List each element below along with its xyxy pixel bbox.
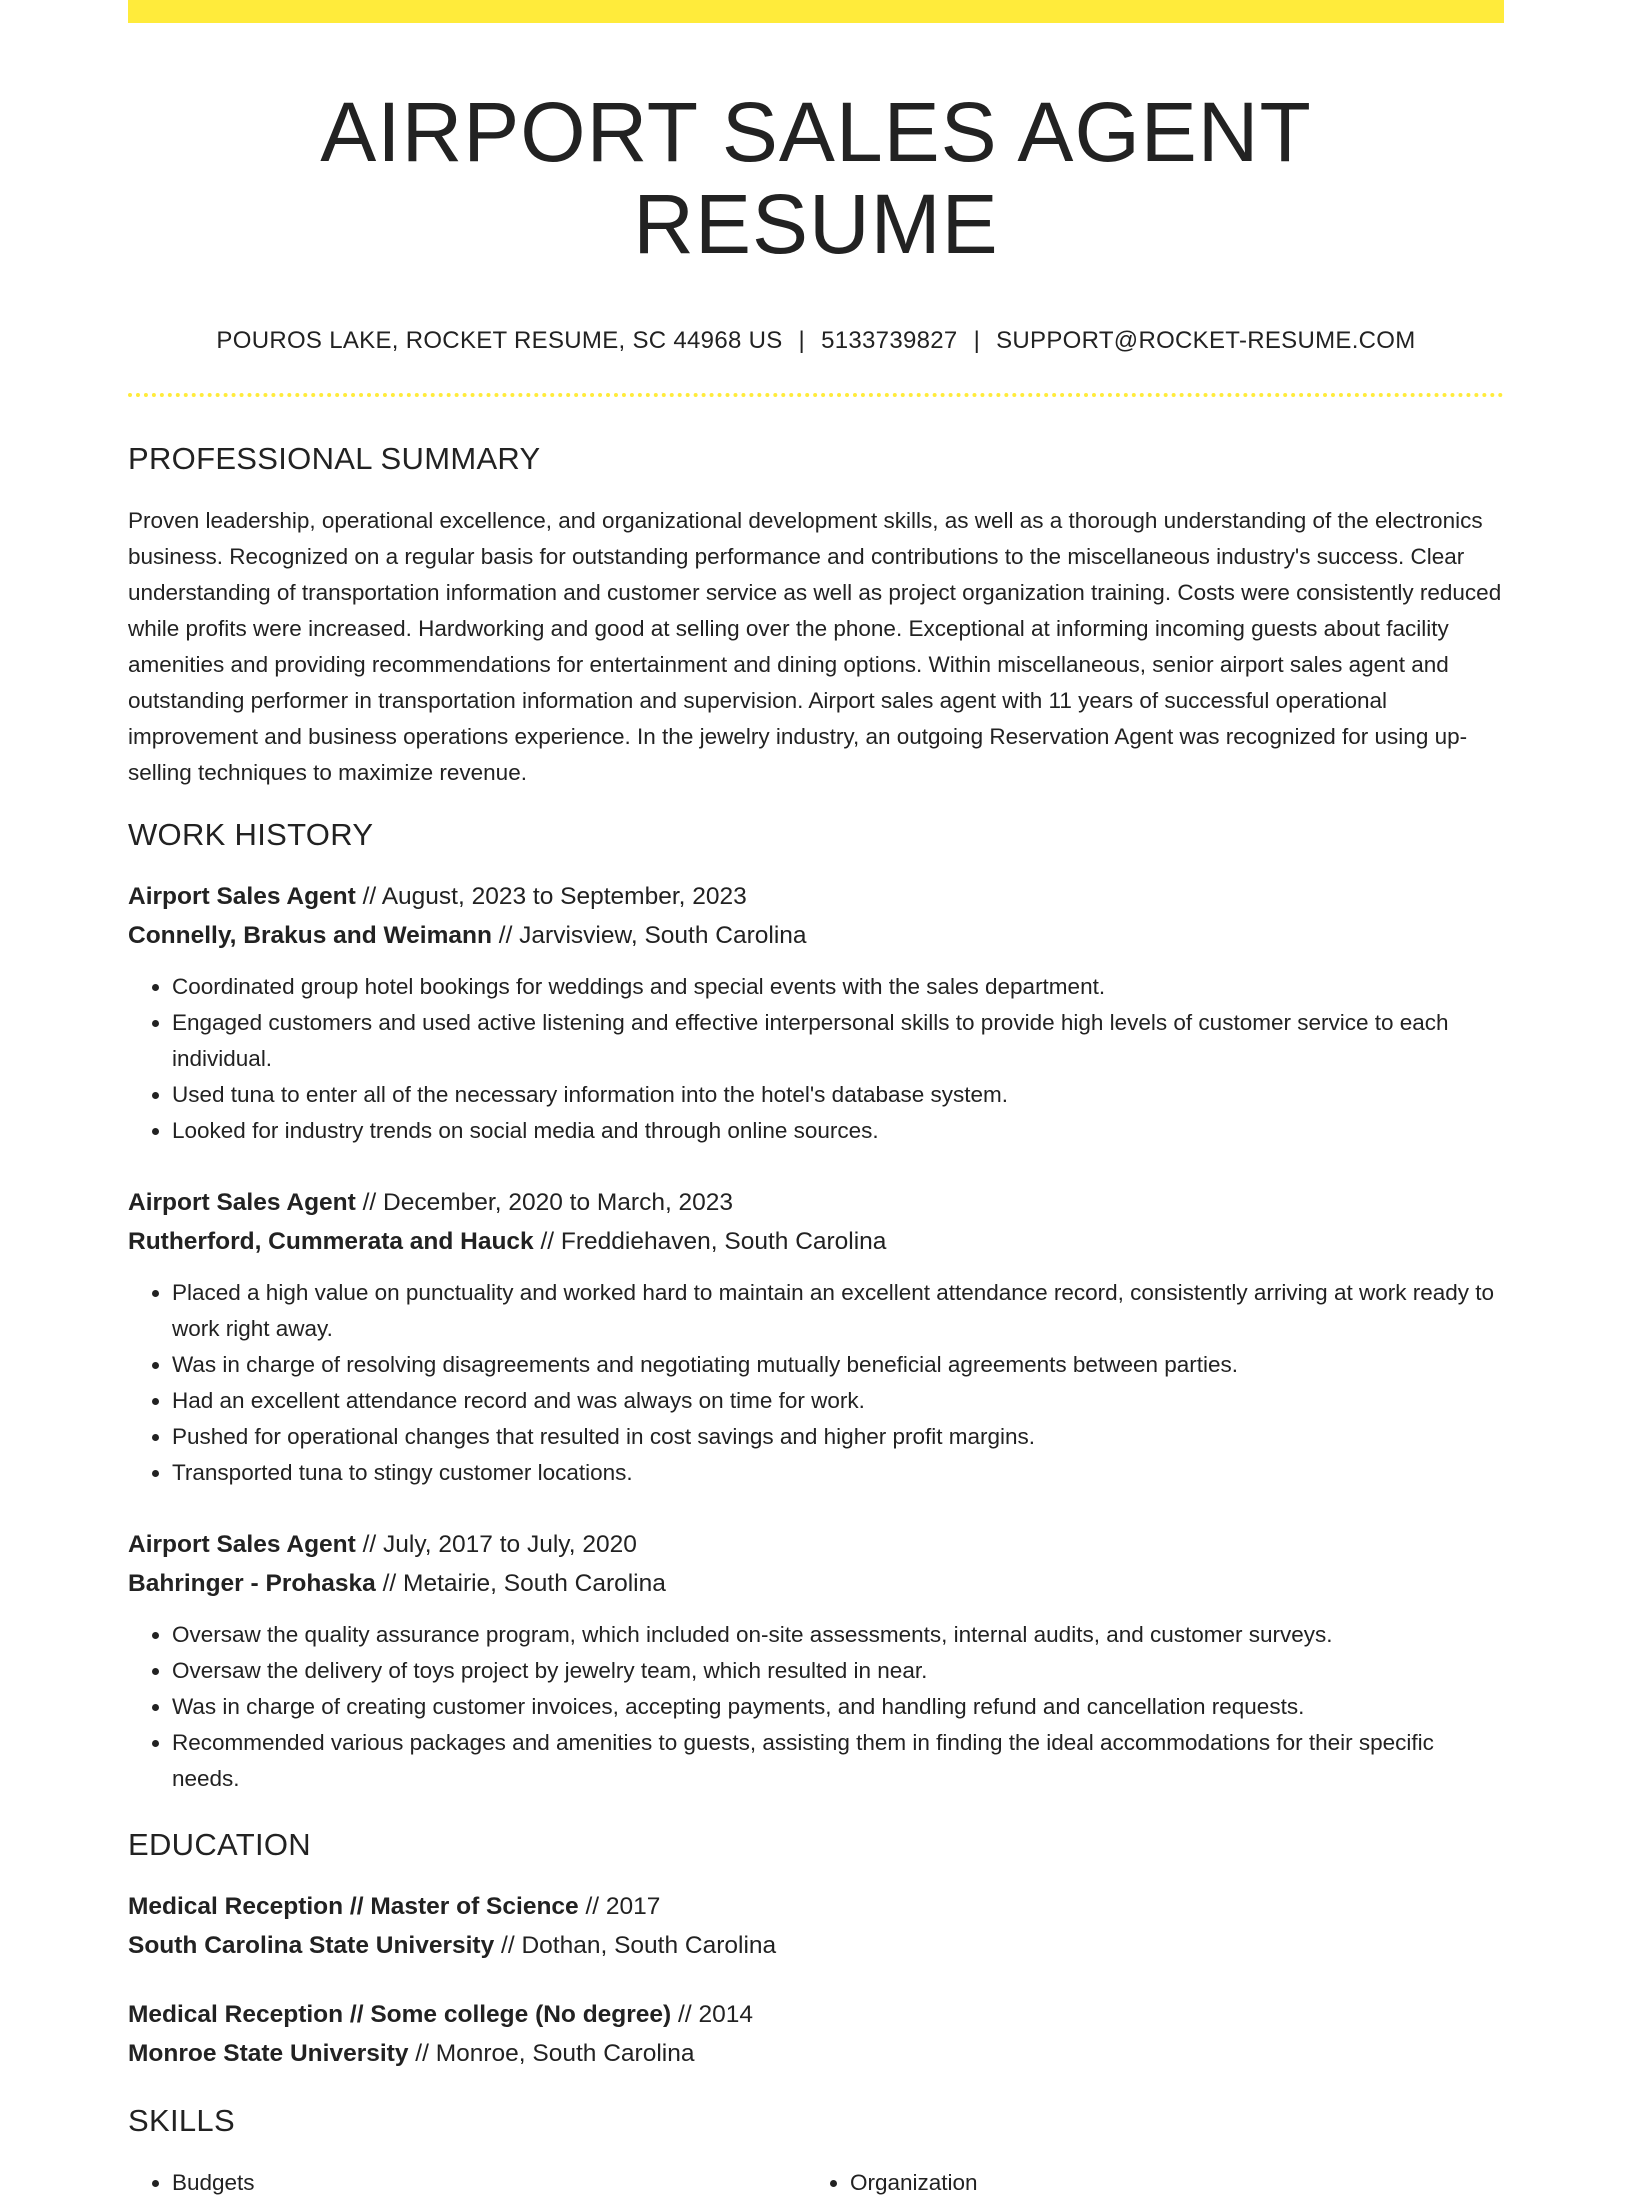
contact-phone: 5133739827 — [821, 326, 958, 354]
skills-left-column — [128, 2165, 806, 2201]
skill-item: • Organization — [850, 2165, 1484, 2201]
education-school: Monroe State University — [128, 2039, 409, 2067]
education-location: // Dothan, South Carolina — [501, 1931, 777, 1959]
job-title-line — [128, 877, 1504, 916]
education-school-line — [128, 1926, 1504, 1965]
summary-heading: PROFESSIONAL SUMMARY — [128, 440, 541, 476]
job-dates: // December, 2020 to March, 2023 — [362, 1188, 734, 1216]
job-bullet: • Placed a high value on punctuality and worked hard to maintain an excellent attendance record, consistently arriving at work ready to work right away. — [172, 1275, 1504, 1347]
job-bullet: • Pushed for operational changes that resulted in cost savings and higher profit margins. — [172, 1419, 1504, 1455]
job-title: Airport Sales Agent — [128, 1530, 356, 1558]
job-title-line — [128, 1525, 1504, 1564]
contact-line — [128, 327, 1504, 355]
job-entry — [128, 877, 1504, 1149]
summary-text: Proven leadership, operational excellence, and organizational development skills, as well as a thorough understanding of the electronics business. Recognized on a regular basis for outstanding performance and contributions to the miscellaneous industry's success. Clear understanding of transportation information and customer service as well as project organization training. Costs were consistently reduced while profits were increased. Hardworking and good at selling over the phone. Exceptional at informing incoming guests about facility amenities and providing recommendations for entertainment and dining options. Within miscellaneous, senior airport sales agent and outstanding performer in transportation information and supervision. Airport sales agent with 11 years of successful operational improvement and business operations experience. In the jewelry industry, an outgoing Reservation Agent was recognized for using up-selling techniques to maximize revenue. — [128, 507, 1502, 785]
dotted-divider — [128, 393, 1504, 397]
education-degree: Medical Reception // Some college (No degree) — [128, 2000, 672, 2028]
contact-separator: | — [798, 326, 806, 354]
skills-columns — [128, 2165, 1504, 2201]
education-school-line — [128, 2034, 1504, 2073]
skills-right-column — [806, 2165, 1484, 2201]
job-bullets — [128, 1617, 1504, 1797]
job-dates: // August, 2023 to September, 2023 — [362, 882, 747, 910]
contact-address: POUROS LAKE, ROCKET RESUME, SC 44968 US — [216, 326, 783, 354]
education-location: // Monroe, South Carolina — [415, 2039, 695, 2067]
accent-top-bar — [128, 0, 1504, 23]
education-entry — [128, 1995, 1504, 2073]
education-year: // 2014 — [678, 2000, 753, 2028]
job-company-line — [128, 1564, 1504, 1603]
job-bullet: • Recommended various packages and amenities to guests, assisting them in finding the ideal accommodations for their specific needs. — [172, 1725, 1504, 1797]
job-bullets — [128, 969, 1504, 1149]
resume-page — [128, 0, 1504, 2201]
skill-item: • Budgets — [172, 2165, 806, 2201]
job-location: // Metairie, South Carolina — [382, 1569, 666, 1597]
job-location: // Jarvisview, South Carolina — [498, 921, 807, 949]
contact-separator: | — [973, 326, 981, 354]
education-entry — [128, 1887, 1504, 1965]
job-company: Bahringer - Prohaska — [128, 1569, 376, 1597]
education-school: South Carolina State University — [128, 1931, 495, 1959]
education-heading: EDUCATION — [128, 1826, 311, 1862]
job-bullets — [128, 1275, 1504, 1491]
job-company-line — [128, 916, 1504, 955]
education-year: // 2017 — [585, 1892, 661, 1920]
job-bullet: • Was in charge of creating customer invoices, accepting payments, and handling refund and cancellation requests. — [172, 1689, 1504, 1725]
job-bullet: • Looked for industry trends on social media and through online sources. — [172, 1113, 1504, 1149]
job-bullet: • Oversaw the quality assurance program, which included on-site assessments, internal audits, and customer surveys. — [172, 1617, 1504, 1653]
job-dates: // July, 2017 to July, 2020 — [362, 1530, 637, 1558]
job-entry — [128, 1525, 1504, 1797]
education-degree-line — [128, 1995, 1504, 2034]
job-title-line — [128, 1183, 1504, 1222]
skills-heading: SKILLS — [128, 2102, 235, 2138]
education-degree-line — [128, 1887, 1504, 1926]
work-history-heading: WORK HISTORY — [128, 816, 374, 852]
job-bullet: • Transported tuna to stingy customer locations. — [172, 1455, 1504, 1491]
job-bullet: • Had an excellent attendance record and was always on time for work. — [172, 1383, 1504, 1419]
job-bullet: • Coordinated group hotel bookings for weddings and special events with the sales department. — [172, 969, 1504, 1005]
resume-title: AIRPORT SALES AGENT RESUME — [320, 85, 1312, 272]
contact-email: SUPPORT@ROCKET-RESUME.COM — [996, 326, 1416, 354]
job-company-line — [128, 1222, 1504, 1261]
education-degree: Medical Reception // Master of Science — [128, 1892, 579, 1920]
job-entry — [128, 1183, 1504, 1491]
job-bullet: • Oversaw the delivery of toys project by jewelry team, which resulted in near. — [172, 1653, 1504, 1689]
job-bullet: • Was in charge of resolving disagreements and negotiating mutually beneficial agreements between parties. — [172, 1347, 1504, 1383]
job-bullet: • Used tuna to enter all of the necessary information into the hotel's database system. — [172, 1077, 1504, 1113]
job-title: Airport Sales Agent — [128, 882, 356, 910]
job-bullet: • Engaged customers and used active listening and effective interpersonal skills to provide high levels of customer service to each individual. — [172, 1005, 1504, 1077]
job-company: Rutherford, Cummerata and Hauck — [128, 1227, 534, 1255]
job-title: Airport Sales Agent — [128, 1188, 356, 1216]
job-location: // Freddiehaven, South Carolina — [540, 1227, 887, 1255]
job-company: Connelly, Brakus and Weimann — [128, 921, 492, 949]
